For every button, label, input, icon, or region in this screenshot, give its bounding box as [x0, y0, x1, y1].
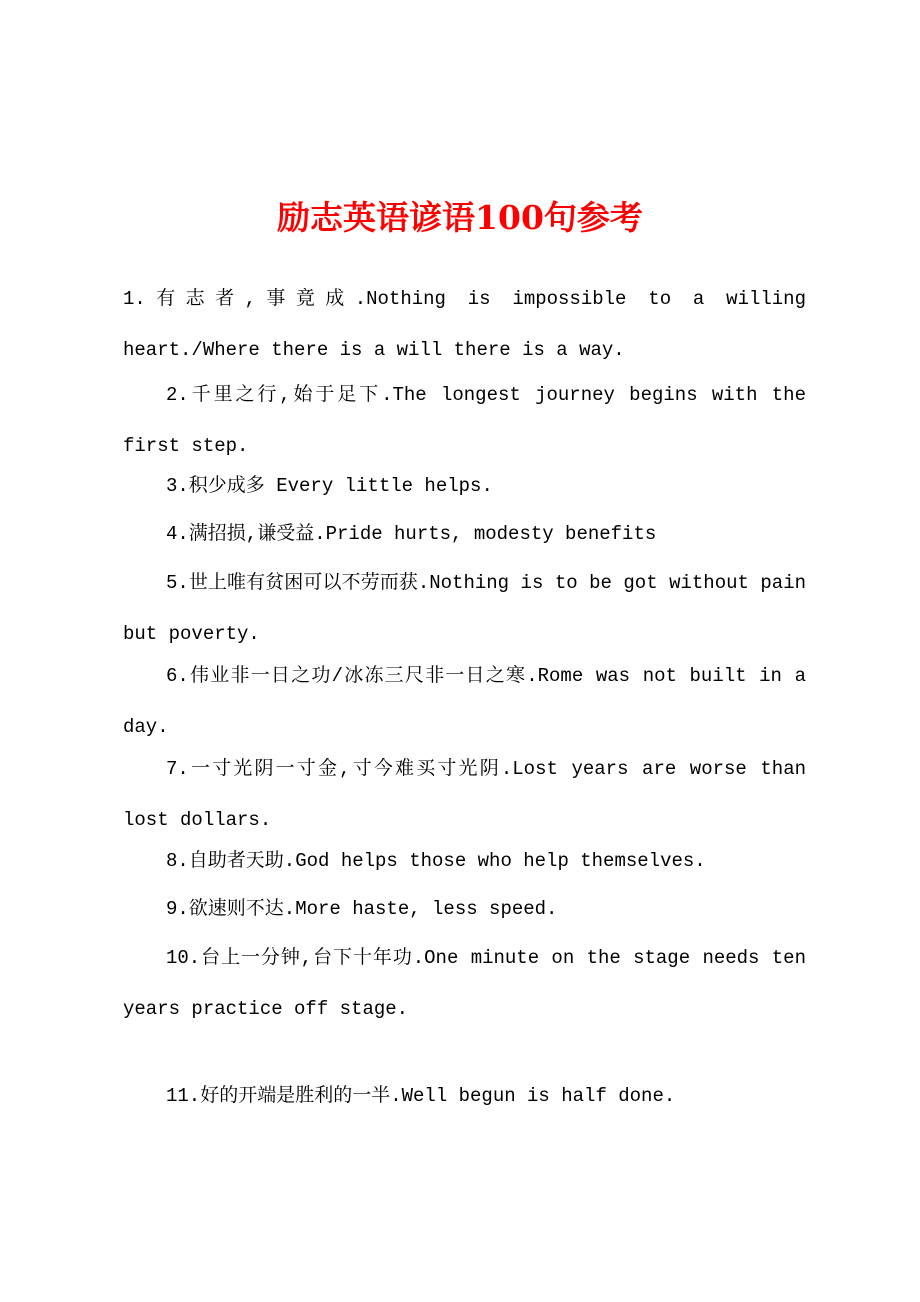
proverb-item-4: 4.满招损,谦受益.Pride hurts, modesty benefits: [166, 523, 657, 545]
proverb-item-5: 5.世上唯有贫困可以不劳而获.Nothing is to be got without pain but poverty.: [123, 572, 806, 645]
proverb-item-1: 1.有志者,事竟成.Nothing is impossible to a willing heart./Where there is a will there is a way.: [123, 288, 806, 361]
proverb-item-9: 9.欲速则不达.More haste, less speed.: [166, 898, 558, 920]
proverb-item-6: 6.伟业非一日之功/冰冻三尺非一日之寒.Rome was not built in a day.: [123, 665, 806, 738]
proverb-item-11: 11.好的开端是胜利的一半.Well begun is half done.: [166, 1085, 676, 1107]
proverb-item-10: 10.台上一分钟,台下十年功.One minute on the stage needs ten years practice off stage.: [123, 947, 806, 1020]
proverb-item-2: 2.千里之行,始于足下.The longest journey begins with the first step.: [123, 384, 806, 457]
document-title: 励志英语谚语100句参考: [277, 198, 643, 237]
proverb-item-8: 8.自助者天助.God helps those who help themselves.: [166, 850, 706, 872]
proverb-item-3: 3.积少成多 Every little helps.: [166, 475, 493, 497]
document-body: [123, 274, 806, 1120]
proverb-item-7: 7.一寸光阴一寸金,寸今难买寸光阴.Lost years are worse than lost dollars.: [123, 758, 806, 831]
